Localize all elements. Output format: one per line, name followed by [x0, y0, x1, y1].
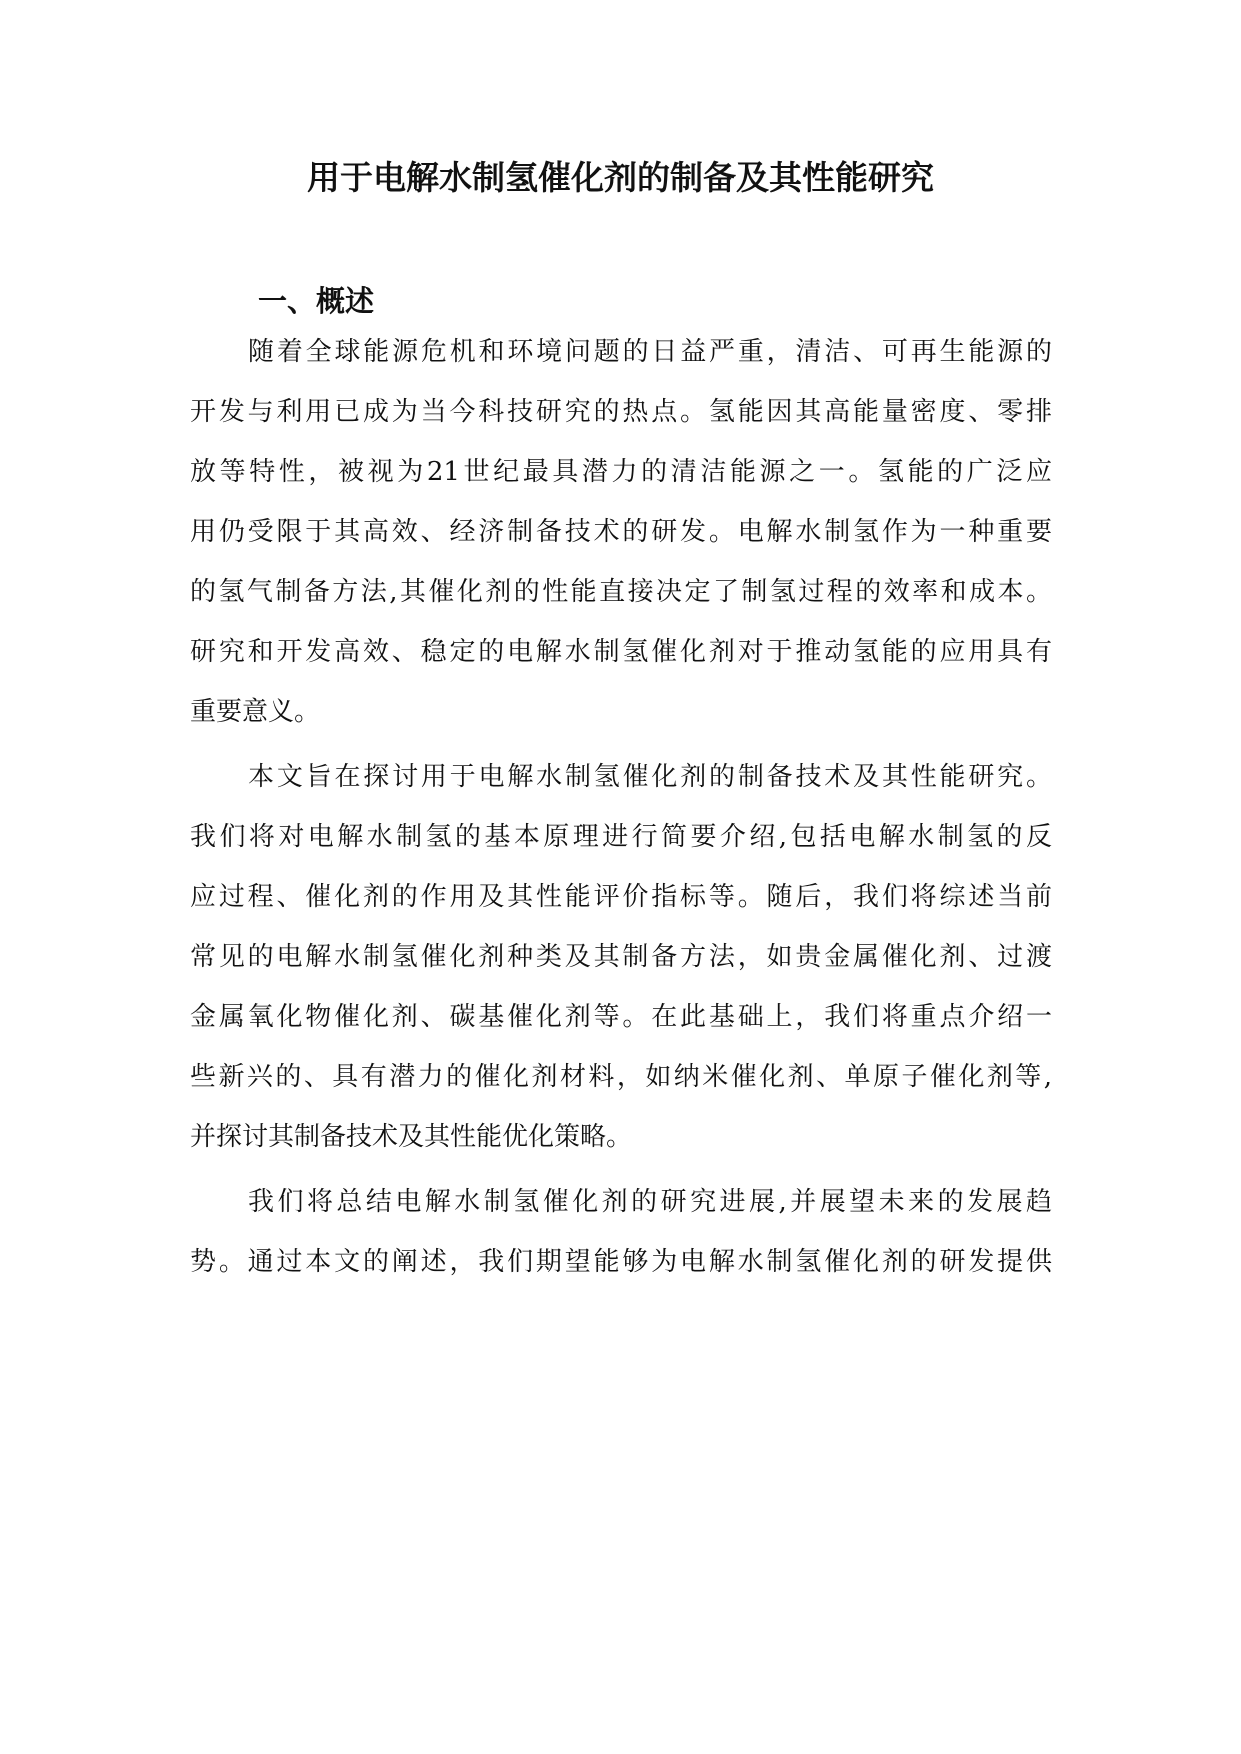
- paragraph-line: 本文旨在探讨用于电解水制氢催化剂的制备技术及其性能研究。: [248, 762, 1052, 792]
- paragraph-line: 开发与利用已成为当今科技研究的热点。氢能因其高能量密度、零排: [190, 397, 1052, 427]
- paragraph-line: 用仍受限于其高效、经济制备技术的研发。电解水制氢作为一种重要: [190, 517, 1052, 547]
- paragraph-line: 随着全球能源危机和环境问题的日益严重，清洁、可再生能源的: [248, 337, 1052, 367]
- paragraph-line: 应过程、催化剂的作用及其性能评价指标等。随后，我们将综述当前: [190, 882, 1052, 912]
- paragraph-line: 些新兴的、具有潜力的催化剂材料，如纳米催化剂、单原子催化剂等,: [190, 1062, 1052, 1092]
- paragraph-line: 金属氧化物催化剂、碳基催化剂等。在此基础上，我们将重点介绍一: [190, 1002, 1052, 1032]
- paragraph-line: 我们将总结电解水制氢催化剂的研究进展,并展望未来的发展趋: [248, 1187, 1052, 1217]
- section-heading: 一、概述: [258, 284, 375, 318]
- paragraph-line: 我们将对电解水制氢的基本原理进行简要介绍,包括电解水制氢的反: [190, 822, 1052, 852]
- paragraph-line: 放等特性，被视为21世纪最具潜力的清洁能源之一。氢能的广泛应: [190, 457, 1052, 487]
- paragraph-line: 研究和开发高效、稳定的电解水制氢催化剂对于推动氢能的应用具有: [190, 637, 1052, 667]
- paragraph-line: 并探讨其制备技术及其性能优化策略。: [190, 1122, 633, 1152]
- paragraph-line: 的氢气制备方法,其催化剂的性能直接决定了制氢过程的效率和成本。: [190, 577, 1052, 607]
- paragraph-line: 常见的电解水制氢催化剂种类及其制备方法，如贵金属催化剂、过渡: [190, 942, 1052, 972]
- paragraph-line: 重要意义。: [190, 697, 321, 727]
- paragraph-line: 势。通过本文的阐述，我们期望能够为电解水制氢催化剂的研发提供: [190, 1247, 1052, 1277]
- document-title: 用于电解水制氢催化剂的制备及其性能研究: [307, 158, 934, 197]
